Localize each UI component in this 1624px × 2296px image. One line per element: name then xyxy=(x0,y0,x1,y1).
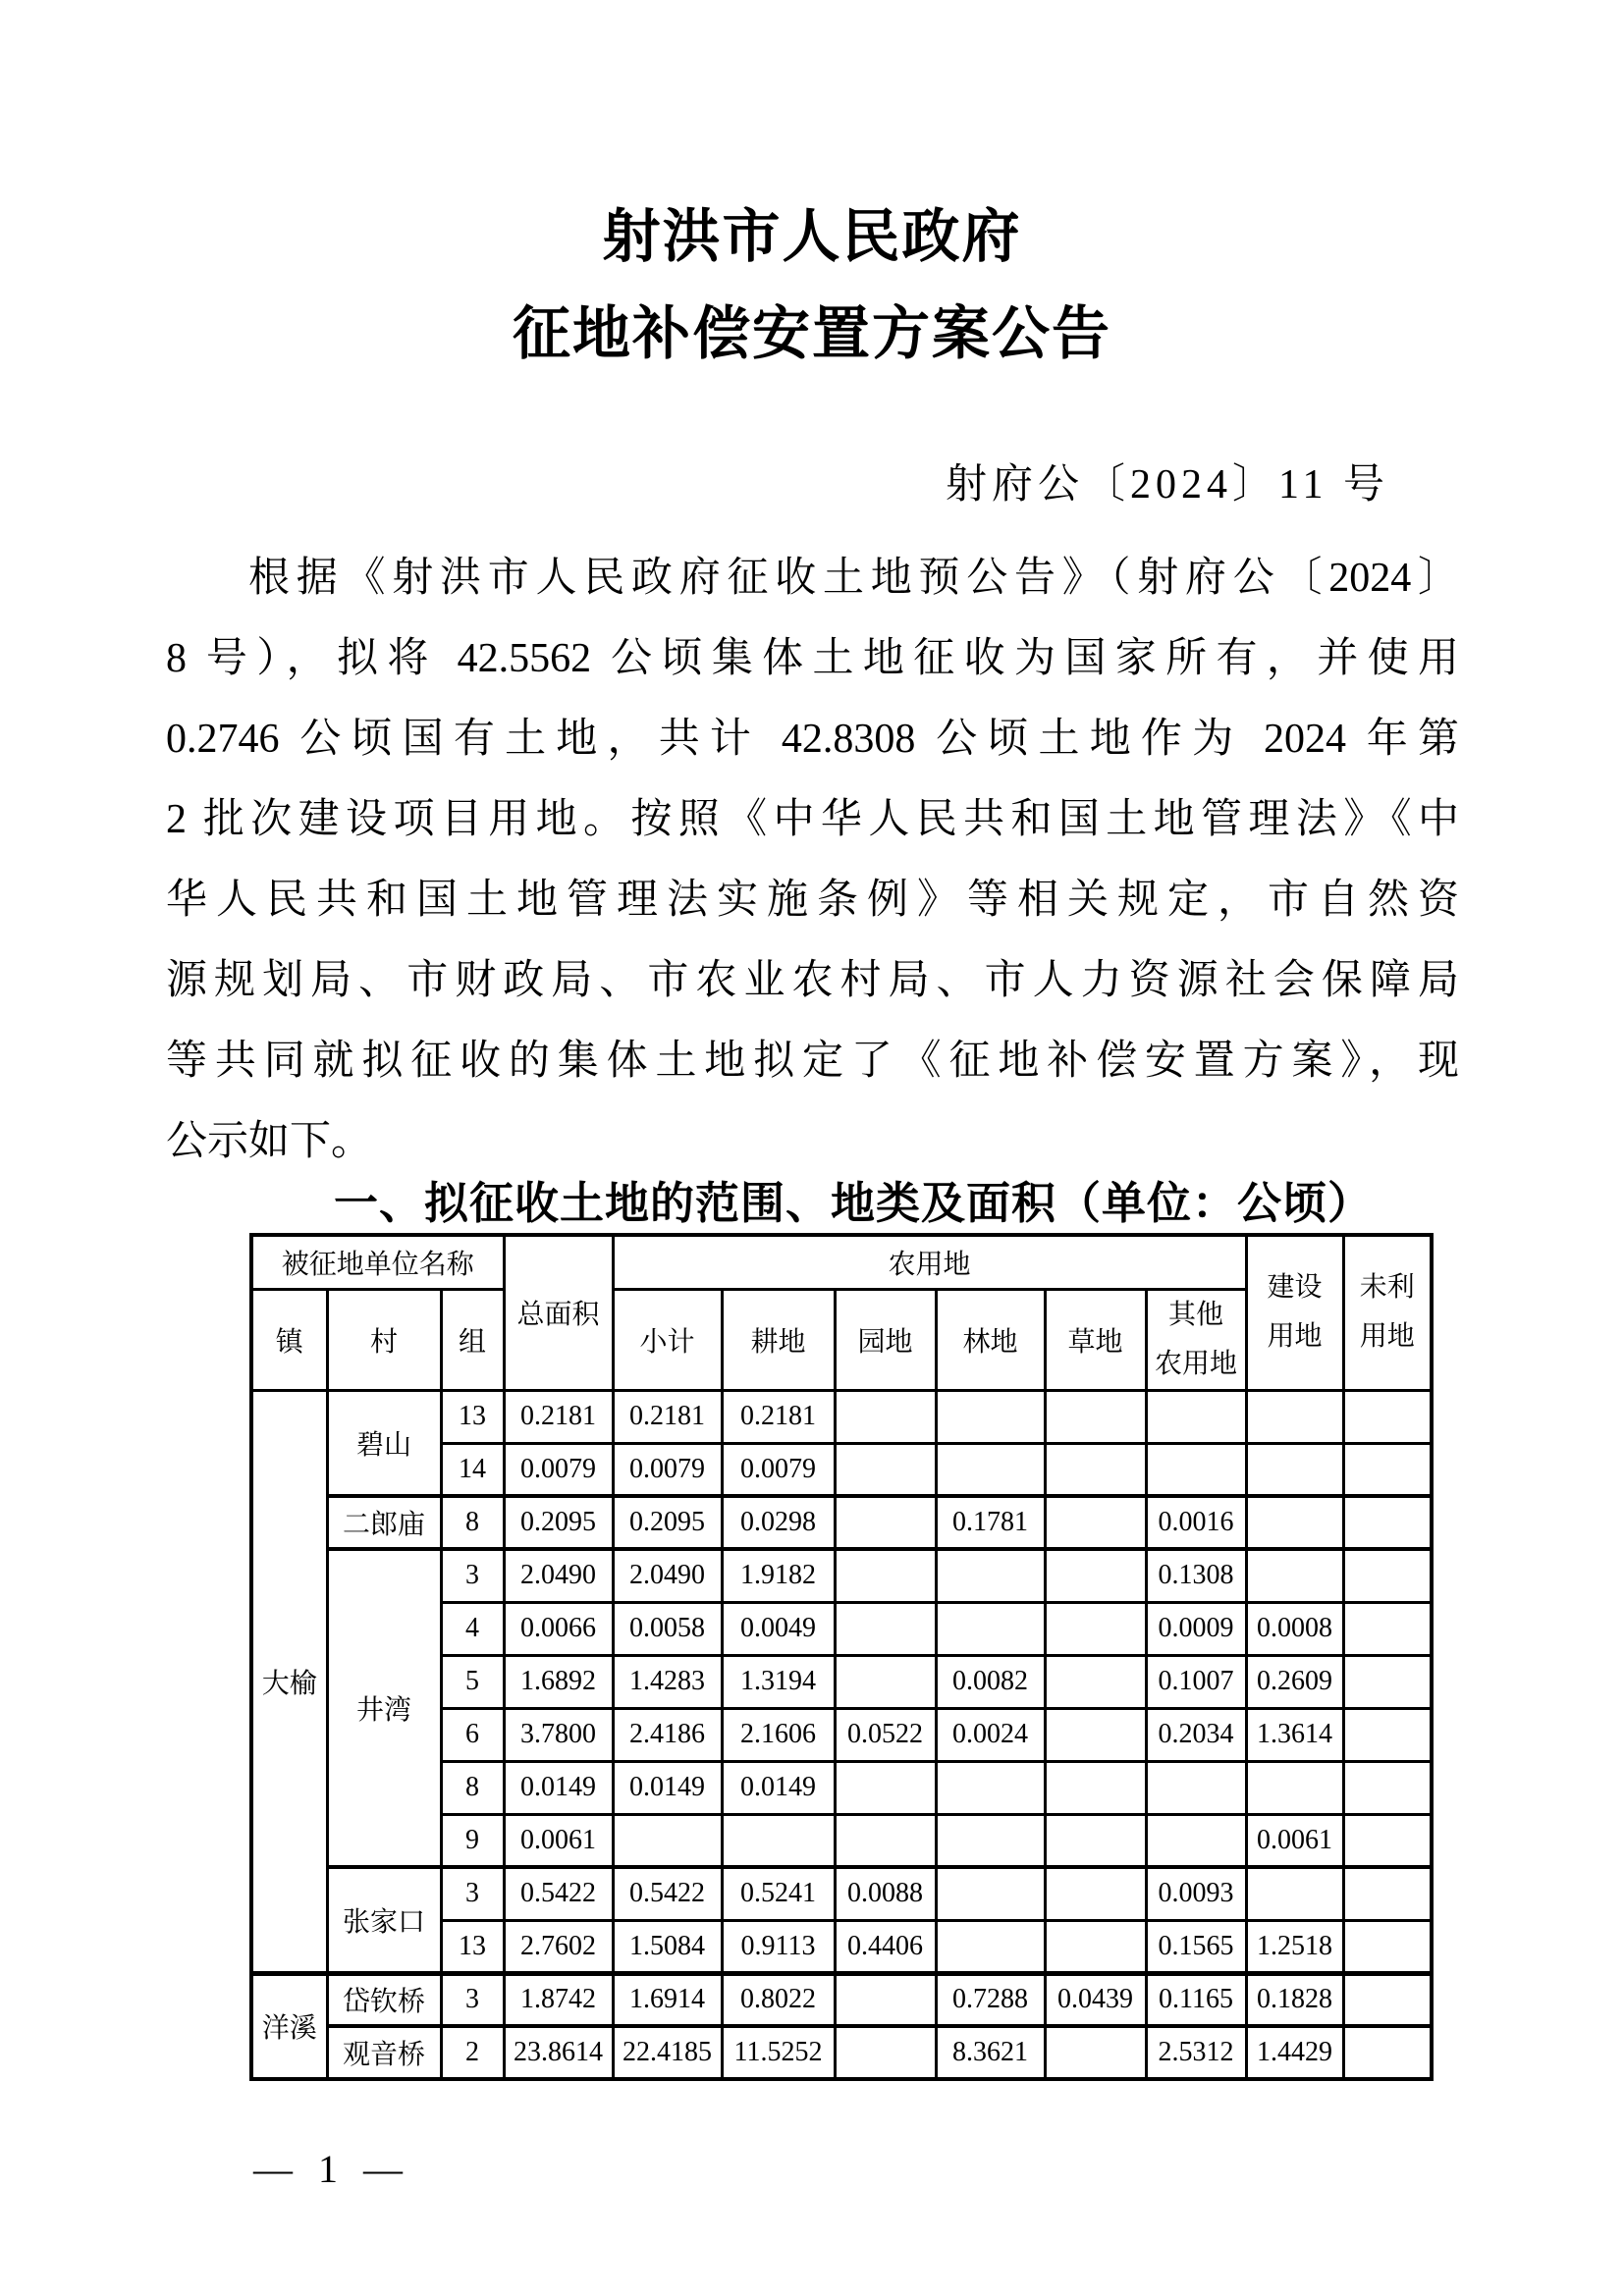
cell-construction: 1.4429 xyxy=(1246,2026,1343,2079)
header-construction xyxy=(1246,1235,1343,1390)
cell-group: 3 xyxy=(441,1549,504,1602)
cell-group: 13 xyxy=(441,1920,504,1973)
cell-construction: 0.2609 xyxy=(1246,1655,1343,1708)
cell-total: 2.0490 xyxy=(504,1549,613,1602)
cell-cultivated: 2.1606 xyxy=(722,1708,835,1761)
cell-village: 张家口 xyxy=(327,1867,441,1973)
cell-forest xyxy=(936,1443,1045,1496)
cell-cultivated: 0.0049 xyxy=(722,1602,835,1655)
cell-cultivated: 0.2181 xyxy=(722,1390,835,1443)
cell-village: 二郎庙 xyxy=(327,1496,441,1549)
cell-subtotal: 0.0079 xyxy=(613,1443,722,1496)
header-grass: 草地 xyxy=(1045,1289,1146,1390)
cell-other xyxy=(1146,1443,1246,1496)
header-village: 村 xyxy=(327,1289,441,1390)
cell-construction xyxy=(1246,1549,1343,1602)
title-line-2: 征地补偿安置方案公告 xyxy=(512,301,1111,366)
document-number: 射府公〔2024〕11 号 xyxy=(946,462,1389,507)
cell-grass xyxy=(1045,1443,1146,1496)
cell-other xyxy=(1146,1390,1246,1443)
body-line: 华人民共和国土地管理法实施条例》等相关规定，市自然资 xyxy=(166,878,1459,923)
body-line: 2 批次建设项目用地。按照《中华人民共和国土地管理法》《中 xyxy=(166,797,1459,842)
cell-total: 0.0079 xyxy=(504,1443,613,1496)
cell-unused xyxy=(1343,1549,1432,1602)
body-line: 0.2746 公顷国有土地，共计 42.8308 公顷土地作为 2024 年第 xyxy=(166,717,1459,762)
cell-cultivated: 1.3194 xyxy=(722,1655,835,1708)
table-row xyxy=(251,1549,1432,1602)
cell-grass xyxy=(1045,1549,1146,1602)
body-line: 根据《射洪市人民政府征收土地预公告》（射府公〔2024〕 xyxy=(248,556,1459,601)
cell-subtotal: 2.4186 xyxy=(613,1708,722,1761)
cell-village: 岱钦桥 xyxy=(327,1973,441,2026)
cell-forest: 0.0024 xyxy=(936,1708,1045,1761)
cell-group: 3 xyxy=(441,1973,504,2026)
cell-other: 0.1165 xyxy=(1146,1973,1246,2026)
cell-construction xyxy=(1246,1443,1343,1496)
cell-group: 4 xyxy=(441,1602,504,1655)
cell-other: 0.0016 xyxy=(1146,1496,1246,1549)
header-total-area: 总面积 xyxy=(504,1235,613,1390)
cell-construction: 0.0008 xyxy=(1246,1602,1343,1655)
cell-group: 3 xyxy=(441,1867,504,1920)
header-subtotal: 小计 xyxy=(613,1289,722,1390)
cell-unused xyxy=(1343,1655,1432,1708)
cell-construction: 0.1828 xyxy=(1246,1973,1343,2026)
cell-group: 6 xyxy=(441,1708,504,1761)
cell-unused xyxy=(1343,1920,1432,1973)
title-line-1: 射洪市人民政府 xyxy=(602,204,1022,269)
cell-grass xyxy=(1045,2026,1146,2079)
cell-total: 0.0061 xyxy=(504,1814,613,1867)
section-heading: 一、拟征收土地的范围、地类及面积（单位：公顷） xyxy=(334,1178,1374,1228)
cell-subtotal: 0.5422 xyxy=(613,1867,722,1920)
cell-grass xyxy=(1045,1708,1146,1761)
cell-group: 13 xyxy=(441,1390,504,1443)
cell-grass xyxy=(1045,1920,1146,1973)
cell-forest xyxy=(936,1920,1045,1973)
table-row xyxy=(251,1390,1432,1443)
cell-grass xyxy=(1045,1655,1146,1708)
cell-garden xyxy=(835,1761,936,1814)
cell-construction: 1.3614 xyxy=(1246,1708,1343,1761)
cell-unused xyxy=(1343,1973,1432,2026)
header-agricultural: 农用地 xyxy=(613,1235,1246,1289)
cell-other: 0.1308 xyxy=(1146,1549,1246,1602)
cell-group: 5 xyxy=(441,1655,504,1708)
cell-other: 0.2034 xyxy=(1146,1708,1246,1761)
cell-forest: 0.7288 xyxy=(936,1973,1045,2026)
header-town: 镇 xyxy=(251,1289,327,1390)
cell-cultivated: 0.0149 xyxy=(722,1761,835,1814)
cell-subtotal: 0.2181 xyxy=(613,1390,722,1443)
cell-group: 14 xyxy=(441,1443,504,1496)
cell-cultivated: 0.9113 xyxy=(722,1920,835,1973)
cell-forest: 0.0082 xyxy=(936,1655,1045,1708)
cell-garden: 0.4406 xyxy=(835,1920,936,1973)
cell-garden: 0.0522 xyxy=(835,1708,936,1761)
table-row xyxy=(251,1867,1432,1920)
cell-cultivated: 0.0079 xyxy=(722,1443,835,1496)
cell-other: 0.0009 xyxy=(1146,1602,1246,1655)
header-cultivated: 耕地 xyxy=(722,1289,835,1390)
table-row xyxy=(251,2026,1432,2079)
cell-total: 0.2181 xyxy=(504,1390,613,1443)
cell-forest xyxy=(936,1602,1045,1655)
cell-grass xyxy=(1045,1496,1146,1549)
cell-total: 3.7800 xyxy=(504,1708,613,1761)
body-line: 源规划局、市财政局、市农业农村局、市人力资源社会保障局 xyxy=(166,958,1459,1003)
header-forest: 林地 xyxy=(936,1289,1045,1390)
header-unused-line2: 用地 xyxy=(1359,1321,1415,1353)
cell-group: 8 xyxy=(441,1761,504,1814)
cell-village: 井湾 xyxy=(327,1549,441,1867)
header-unused-line1: 未利 xyxy=(1359,1272,1415,1304)
cell-total: 0.0066 xyxy=(504,1602,613,1655)
cell-construction: 1.2518 xyxy=(1246,1920,1343,1973)
cell-total: 23.8614 xyxy=(504,2026,613,2079)
cell-forest xyxy=(936,1814,1045,1867)
header-garden: 园地 xyxy=(835,1289,936,1390)
table-row xyxy=(251,1973,1432,2026)
cell-unused xyxy=(1343,1867,1432,1920)
cell-construction xyxy=(1246,1761,1343,1814)
cell-subtotal: 1.4283 xyxy=(613,1655,722,1708)
header-construction-line2: 用地 xyxy=(1267,1321,1323,1353)
cell-forest: 0.1781 xyxy=(936,1496,1045,1549)
cell-unused xyxy=(1343,1390,1432,1443)
cell-other xyxy=(1146,1814,1246,1867)
cell-cultivated: 0.8022 xyxy=(722,1973,835,2026)
land-area-table xyxy=(249,1233,1434,2081)
cell-unused xyxy=(1343,1443,1432,1496)
cell-group: 9 xyxy=(441,1814,504,1867)
cell-other: 0.0093 xyxy=(1146,1867,1246,1920)
header-unit-name: 被征地单位名称 xyxy=(251,1235,504,1289)
cell-subtotal: 0.0058 xyxy=(613,1602,722,1655)
cell-forest xyxy=(936,1549,1045,1602)
cell-garden xyxy=(835,2026,936,2079)
body-line: 8 号），拟将 42.5562 公顷集体土地征收为国家所有，并使用 xyxy=(166,636,1459,681)
cell-grass xyxy=(1045,1602,1146,1655)
cell-other: 2.5312 xyxy=(1146,2026,1246,2079)
cell-total: 0.0149 xyxy=(504,1761,613,1814)
cell-grass xyxy=(1045,1814,1146,1867)
cell-total: 0.2095 xyxy=(504,1496,613,1549)
cell-unused xyxy=(1343,1496,1432,1549)
cell-total: 0.5422 xyxy=(504,1867,613,1920)
document-title xyxy=(166,188,1458,383)
cell-total: 2.7602 xyxy=(504,1920,613,1973)
cell-subtotal: 1.6914 xyxy=(613,1973,722,2026)
cell-garden xyxy=(835,1655,936,1708)
body-paragraph xyxy=(166,538,1459,1182)
cell-village: 碧山 xyxy=(327,1390,441,1496)
cell-subtotal: 1.5084 xyxy=(613,1920,722,1973)
cell-village: 观音桥 xyxy=(327,2026,441,2079)
cell-construction xyxy=(1246,1390,1343,1443)
cell-grass xyxy=(1045,1761,1146,1814)
cell-unused xyxy=(1343,1602,1432,1655)
cell-construction: 0.0061 xyxy=(1246,1814,1343,1867)
header-other-line2: 农用地 xyxy=(1155,1348,1238,1379)
header-unused xyxy=(1343,1235,1432,1390)
cell-unused xyxy=(1343,1814,1432,1867)
cell-town: 洋溪 xyxy=(251,1973,327,2079)
cell-forest: 8.3621 xyxy=(936,2026,1045,2079)
cell-garden xyxy=(835,1390,936,1443)
cell-garden xyxy=(835,1602,936,1655)
cell-garden xyxy=(835,1443,936,1496)
cell-other xyxy=(1146,1761,1246,1814)
cell-forest xyxy=(936,1867,1045,1920)
cell-other: 0.1007 xyxy=(1146,1655,1246,1708)
cell-group: 2 xyxy=(441,2026,504,2079)
cell-forest xyxy=(936,1390,1045,1443)
cell-cultivated xyxy=(722,1814,835,1867)
header-construction-line1: 建设 xyxy=(1267,1272,1323,1304)
table-row xyxy=(251,1496,1432,1549)
cell-total: 1.8742 xyxy=(504,1973,613,2026)
header-other-agricultural xyxy=(1146,1289,1246,1390)
cell-subtotal: 0.0149 xyxy=(613,1761,722,1814)
header-other-line1: 其他 xyxy=(1168,1299,1224,1330)
cell-garden xyxy=(835,1814,936,1867)
cell-grass: 0.0439 xyxy=(1045,1973,1146,2026)
cell-garden: 0.0088 xyxy=(835,1867,936,1920)
body-line: 公示如下。 xyxy=(166,1119,373,1164)
cell-town: 大榆 xyxy=(251,1390,327,1973)
body-line: 等共同就拟征收的集体土地拟定了《征地补偿安置方案》，现 xyxy=(166,1039,1459,1084)
cell-subtotal xyxy=(613,1814,722,1867)
cell-group: 8 xyxy=(441,1496,504,1549)
page-number: — 1 — xyxy=(253,2147,410,2191)
cell-cultivated: 11.5252 xyxy=(722,2026,835,2079)
cell-subtotal: 22.4185 xyxy=(613,2026,722,2079)
cell-construction xyxy=(1246,1867,1343,1920)
cell-cultivated: 0.5241 xyxy=(722,1867,835,1920)
cell-unused xyxy=(1343,1708,1432,1761)
cell-garden xyxy=(835,1496,936,1549)
cell-subtotal: 2.0490 xyxy=(613,1549,722,1602)
cell-forest xyxy=(936,1761,1045,1814)
cell-cultivated: 1.9182 xyxy=(722,1549,835,1602)
cell-cultivated: 0.0298 xyxy=(722,1496,835,1549)
cell-subtotal: 0.2095 xyxy=(613,1496,722,1549)
cell-grass xyxy=(1045,1390,1146,1443)
cell-total: 1.6892 xyxy=(504,1655,613,1708)
cell-garden xyxy=(835,1973,936,2026)
cell-grass xyxy=(1045,1867,1146,1920)
cell-unused xyxy=(1343,1761,1432,1814)
cell-garden xyxy=(835,1549,936,1602)
cell-other: 0.1565 xyxy=(1146,1920,1246,1973)
cell-unused xyxy=(1343,2026,1432,2079)
header-group: 组 xyxy=(441,1289,504,1390)
cell-construction xyxy=(1246,1496,1343,1549)
